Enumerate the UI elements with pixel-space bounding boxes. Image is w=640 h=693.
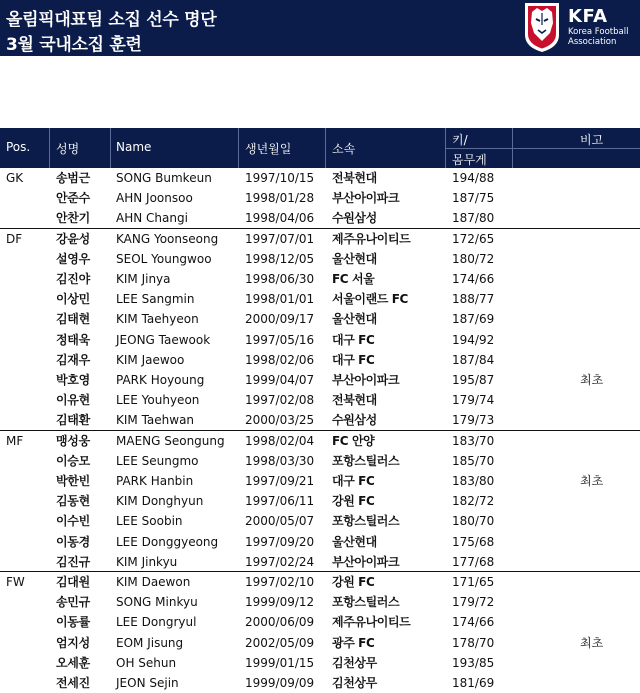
cell-korean-name: 오세훈 <box>56 655 90 670</box>
column-header-birthdate: 생년월일 <box>245 142 292 156</box>
column-header-weight-line2: 몸무게 <box>452 153 487 167</box>
cell-note: 최초 <box>580 474 604 488</box>
table-row <box>0 269 640 289</box>
cell-club: 제주유나이티드 <box>332 615 411 630</box>
cell-club: 부산아이파크 <box>332 191 400 206</box>
cell-player-name: KIM Daewon <box>116 575 191 589</box>
cell-height-weight: 193/85 <box>452 655 495 670</box>
cell-birth-date: 1999/09/09 <box>245 676 315 690</box>
cell-height-weight: 195/87 <box>452 373 495 387</box>
cell-player-name: LEE Seungmo <box>116 453 199 468</box>
cell-player-name: KIM Taehyeon <box>116 312 199 327</box>
cell-birth-date: 1998/03/30 <box>245 453 315 468</box>
cell-korean-name: 안찬기 <box>56 211 90 226</box>
cell-player-name: LEE Donggyeong <box>116 534 219 549</box>
cell-korean-name: 안준수 <box>56 191 90 206</box>
cell-birth-date: 1997/02/10 <box>245 575 315 589</box>
cell-club: 전북현대 <box>332 393 377 408</box>
cell-height-weight: 181/69 <box>452 676 495 690</box>
table-row <box>0 451 640 471</box>
cell-club: 포항스틸러스 <box>332 453 400 468</box>
cell-korean-name: 이수빈 <box>56 514 90 529</box>
cell-height-weight: 179/74 <box>452 393 495 408</box>
cell-height-weight: 180/72 <box>452 251 495 266</box>
table-row <box>0 289 640 309</box>
cell-height-weight: 183/80 <box>452 474 495 488</box>
table-row <box>0 673 640 693</box>
header-banner <box>0 0 640 56</box>
kfa-brand <box>568 7 628 47</box>
page-title: 올림픽대표팀 소집 선수 명단 <box>6 10 217 30</box>
cell-club: 서울이랜드 FC <box>332 292 408 307</box>
brand-subtitle-line1: Korea Football <box>568 27 629 37</box>
header-divider <box>446 148 640 149</box>
cell-height-weight: 194/88 <box>452 171 495 185</box>
page-subtitle: 3월 국내소집 훈련 <box>6 35 142 55</box>
brand-name: KFA <box>568 6 608 27</box>
cell-korean-name: 김진규 <box>56 554 90 569</box>
cell-birth-date: 1997/02/08 <box>245 393 315 408</box>
column-header-height-line1: 키/ <box>452 133 468 147</box>
cell-player-name: SEOL Youngwoo <box>116 251 212 266</box>
cell-birth-date: 1997/09/21 <box>245 474 315 488</box>
cell-korean-name: 이유현 <box>56 393 90 408</box>
cell-club: 대구 FC <box>332 332 375 347</box>
cell-position: FW <box>6 575 25 589</box>
table-row <box>0 309 640 329</box>
cell-korean-name: 김동현 <box>56 494 90 509</box>
cell-korean-name: 김대원 <box>56 575 90 589</box>
cell-korean-name: 이승모 <box>56 453 90 468</box>
cell-height-weight: 179/73 <box>452 413 495 428</box>
header-divider <box>325 128 326 168</box>
table-row <box>0 208 640 228</box>
cell-height-weight: 187/75 <box>452 191 495 206</box>
cell-height-weight: 194/92 <box>452 332 495 347</box>
cell-birth-date: 1998/02/04 <box>245 433 315 448</box>
cell-club: 포항스틸러스 <box>332 595 400 610</box>
cell-birth-date: 1997/06/11 <box>245 494 315 509</box>
cell-korean-name: 이동률 <box>56 615 90 630</box>
cell-height-weight: 179/72 <box>452 595 495 610</box>
cell-height-weight: 182/72 <box>452 494 495 509</box>
cell-height-weight: 171/65 <box>452 575 495 589</box>
table-row <box>0 612 640 632</box>
cell-korean-name: 설영우 <box>56 251 90 266</box>
cell-club: 광주 FC <box>332 635 375 650</box>
cell-height-weight: 183/70 <box>452 433 495 448</box>
cell-birth-date: 1999/01/15 <box>245 655 315 670</box>
cell-club: 울산현대 <box>332 251 377 266</box>
table-row <box>0 410 640 430</box>
table-row <box>0 653 640 673</box>
table-row <box>0 572 640 592</box>
cell-club: 수원삼성 <box>332 413 377 428</box>
cell-birth-date: 1999/09/12 <box>245 595 315 610</box>
cell-birth-date: 2000/03/25 <box>245 413 315 428</box>
cell-note: 최초 <box>580 373 604 387</box>
cell-club: 울산현대 <box>332 534 377 549</box>
cell-player-name: AHN Changi <box>116 211 188 226</box>
column-header-name: Name <box>116 140 152 154</box>
cell-note: 최초 <box>580 635 604 650</box>
cell-korean-name: 김재우 <box>56 352 90 367</box>
cell-birth-date: 2000/05/07 <box>245 514 315 529</box>
table-row <box>0 168 640 188</box>
cell-height-weight: 175/68 <box>452 534 495 549</box>
cell-player-name: SONG Bumkeun <box>116 171 212 185</box>
table-header <box>0 128 640 168</box>
cell-club: 수원삼성 <box>332 211 377 226</box>
cell-player-name: JEON Sejin <box>116 676 179 690</box>
cell-club: 대구 FC <box>332 474 375 488</box>
cell-player-name: LEE Sangmin <box>116 292 195 307</box>
cell-korean-name: 김태현 <box>56 312 90 327</box>
cell-korean-name: 김태환 <box>56 413 90 428</box>
cell-birth-date: 1998/04/06 <box>245 211 315 226</box>
cell-birth-date: 1999/04/07 <box>245 373 315 387</box>
cell-position: GK <box>6 171 24 185</box>
cell-player-name: LEE Soobin <box>116 514 183 529</box>
table-row <box>0 370 640 390</box>
column-header-club: 소속 <box>332 142 356 156</box>
header-divider <box>238 128 239 168</box>
cell-player-name: KIM Jinya <box>116 272 171 286</box>
cell-birth-date: 1997/05/16 <box>245 332 315 347</box>
cell-player-name: JEONG Taewook <box>116 332 211 347</box>
cell-height-weight: 187/84 <box>452 352 495 367</box>
table-row <box>0 511 640 531</box>
cell-height-weight: 185/70 <box>452 453 495 468</box>
cell-player-name: PARK Hanbin <box>116 474 194 488</box>
cell-club: 전북현대 <box>332 171 377 185</box>
cell-birth-date: 1997/10/15 <box>245 171 315 185</box>
cell-korean-name: 박한빈 <box>56 474 90 488</box>
cell-club: FC 안양 <box>332 433 375 448</box>
column-header-pos: Pos. <box>6 140 31 154</box>
table-row <box>0 552 640 572</box>
cell-korean-name: 박호영 <box>56 373 90 387</box>
cell-korean-name: 이상민 <box>56 292 90 307</box>
table-row <box>0 188 640 208</box>
header-divider <box>110 128 111 168</box>
cell-birth-date: 1998/02/06 <box>245 352 315 367</box>
cell-club: 강원 FC <box>332 494 375 509</box>
cell-player-name: KIM Jinkyu <box>116 554 178 569</box>
cell-korean-name: 강윤성 <box>56 231 90 246</box>
table-row <box>0 229 640 249</box>
cell-club: FC 서울 <box>332 272 375 286</box>
cell-birth-date: 1998/06/30 <box>245 272 315 286</box>
cell-player-name: LEE Dongryul <box>116 615 197 630</box>
cell-player-name: EOM Jisung <box>116 635 184 650</box>
cell-club: 대구 FC <box>332 352 375 367</box>
cell-club: 김천상무 <box>332 655 377 670</box>
cell-birth-date: 1997/09/20 <box>245 534 315 549</box>
cell-korean-name: 이동경 <box>56 534 90 549</box>
cell-height-weight: 187/80 <box>452 211 495 226</box>
cell-birth-date: 2002/05/09 <box>245 635 315 650</box>
cell-position: DF <box>6 231 23 246</box>
cell-korean-name: 정태욱 <box>56 332 90 347</box>
cell-height-weight: 172/65 <box>452 231 495 246</box>
cell-club: 부산아이파크 <box>332 373 400 387</box>
cell-player-name: KIM Jaewoo <box>116 352 185 367</box>
cell-player-name: KIM Donghyun <box>116 494 204 509</box>
cell-player-name: MAENG Seongung <box>116 433 225 448</box>
cell-position: MF <box>6 433 24 448</box>
cell-height-weight: 188/77 <box>452 292 495 307</box>
table-row <box>0 633 640 653</box>
cell-korean-name: 전세진 <box>56 676 90 690</box>
cell-player-name: AHN Joonsoo <box>116 191 193 206</box>
cell-birth-date: 1998/12/05 <box>245 251 315 266</box>
cell-player-name: LEE Youhyeon <box>116 393 200 408</box>
column-header-korean-name: 성명 <box>56 142 80 156</box>
cell-club: 강원 FC <box>332 575 375 589</box>
table-row <box>0 592 640 612</box>
header-divider <box>49 128 50 168</box>
cell-birth-date: 1998/01/01 <box>245 292 315 307</box>
cell-korean-name: 김진야 <box>56 272 90 286</box>
cell-birth-date: 2000/09/17 <box>245 312 315 327</box>
cell-korean-name: 엄지성 <box>56 635 90 650</box>
cell-club: 김천상무 <box>332 676 377 690</box>
cell-club: 포항스틸러스 <box>332 514 400 529</box>
cell-height-weight: 187/69 <box>452 312 495 327</box>
cell-club: 부산아이파크 <box>332 554 400 569</box>
kfa-tiger-emblem-icon <box>523 1 561 53</box>
cell-birth-date: 2000/06/09 <box>245 615 315 630</box>
table-row <box>0 330 640 350</box>
cell-club: 제주유나이티드 <box>332 231 411 246</box>
cell-birth-date: 1997/02/24 <box>245 554 315 569</box>
cell-height-weight: 180/70 <box>452 514 495 529</box>
cell-korean-name: 송민규 <box>56 595 90 610</box>
column-header-note: 비고 <box>580 133 604 147</box>
cell-height-weight: 174/66 <box>452 272 495 286</box>
table-row <box>0 491 640 511</box>
cell-player-name: KANG Yoonseong <box>116 231 219 246</box>
table-row <box>0 532 640 552</box>
cell-player-name: PARK Hoyoung <box>116 373 205 387</box>
table-row <box>0 350 640 370</box>
cell-korean-name: 맹성웅 <box>56 433 90 448</box>
table-row <box>0 471 640 491</box>
cell-height-weight: 174/66 <box>452 615 495 630</box>
cell-player-name: OH Sehun <box>116 655 177 670</box>
cell-player-name: KIM Taehwan <box>116 413 195 428</box>
table-row <box>0 431 640 451</box>
cell-player-name: SONG Minkyu <box>116 595 198 610</box>
cell-height-weight: 178/70 <box>452 635 495 650</box>
cell-birth-date: 1997/07/01 <box>245 231 315 246</box>
table-row <box>0 390 640 410</box>
table-row <box>0 249 640 269</box>
cell-korean-name: 송범근 <box>56 171 90 185</box>
cell-height-weight: 177/68 <box>452 554 495 569</box>
cell-birth-date: 1998/01/28 <box>245 191 315 206</box>
brand-subtitle-line2: Association <box>568 37 617 47</box>
cell-club: 울산현대 <box>332 312 377 327</box>
